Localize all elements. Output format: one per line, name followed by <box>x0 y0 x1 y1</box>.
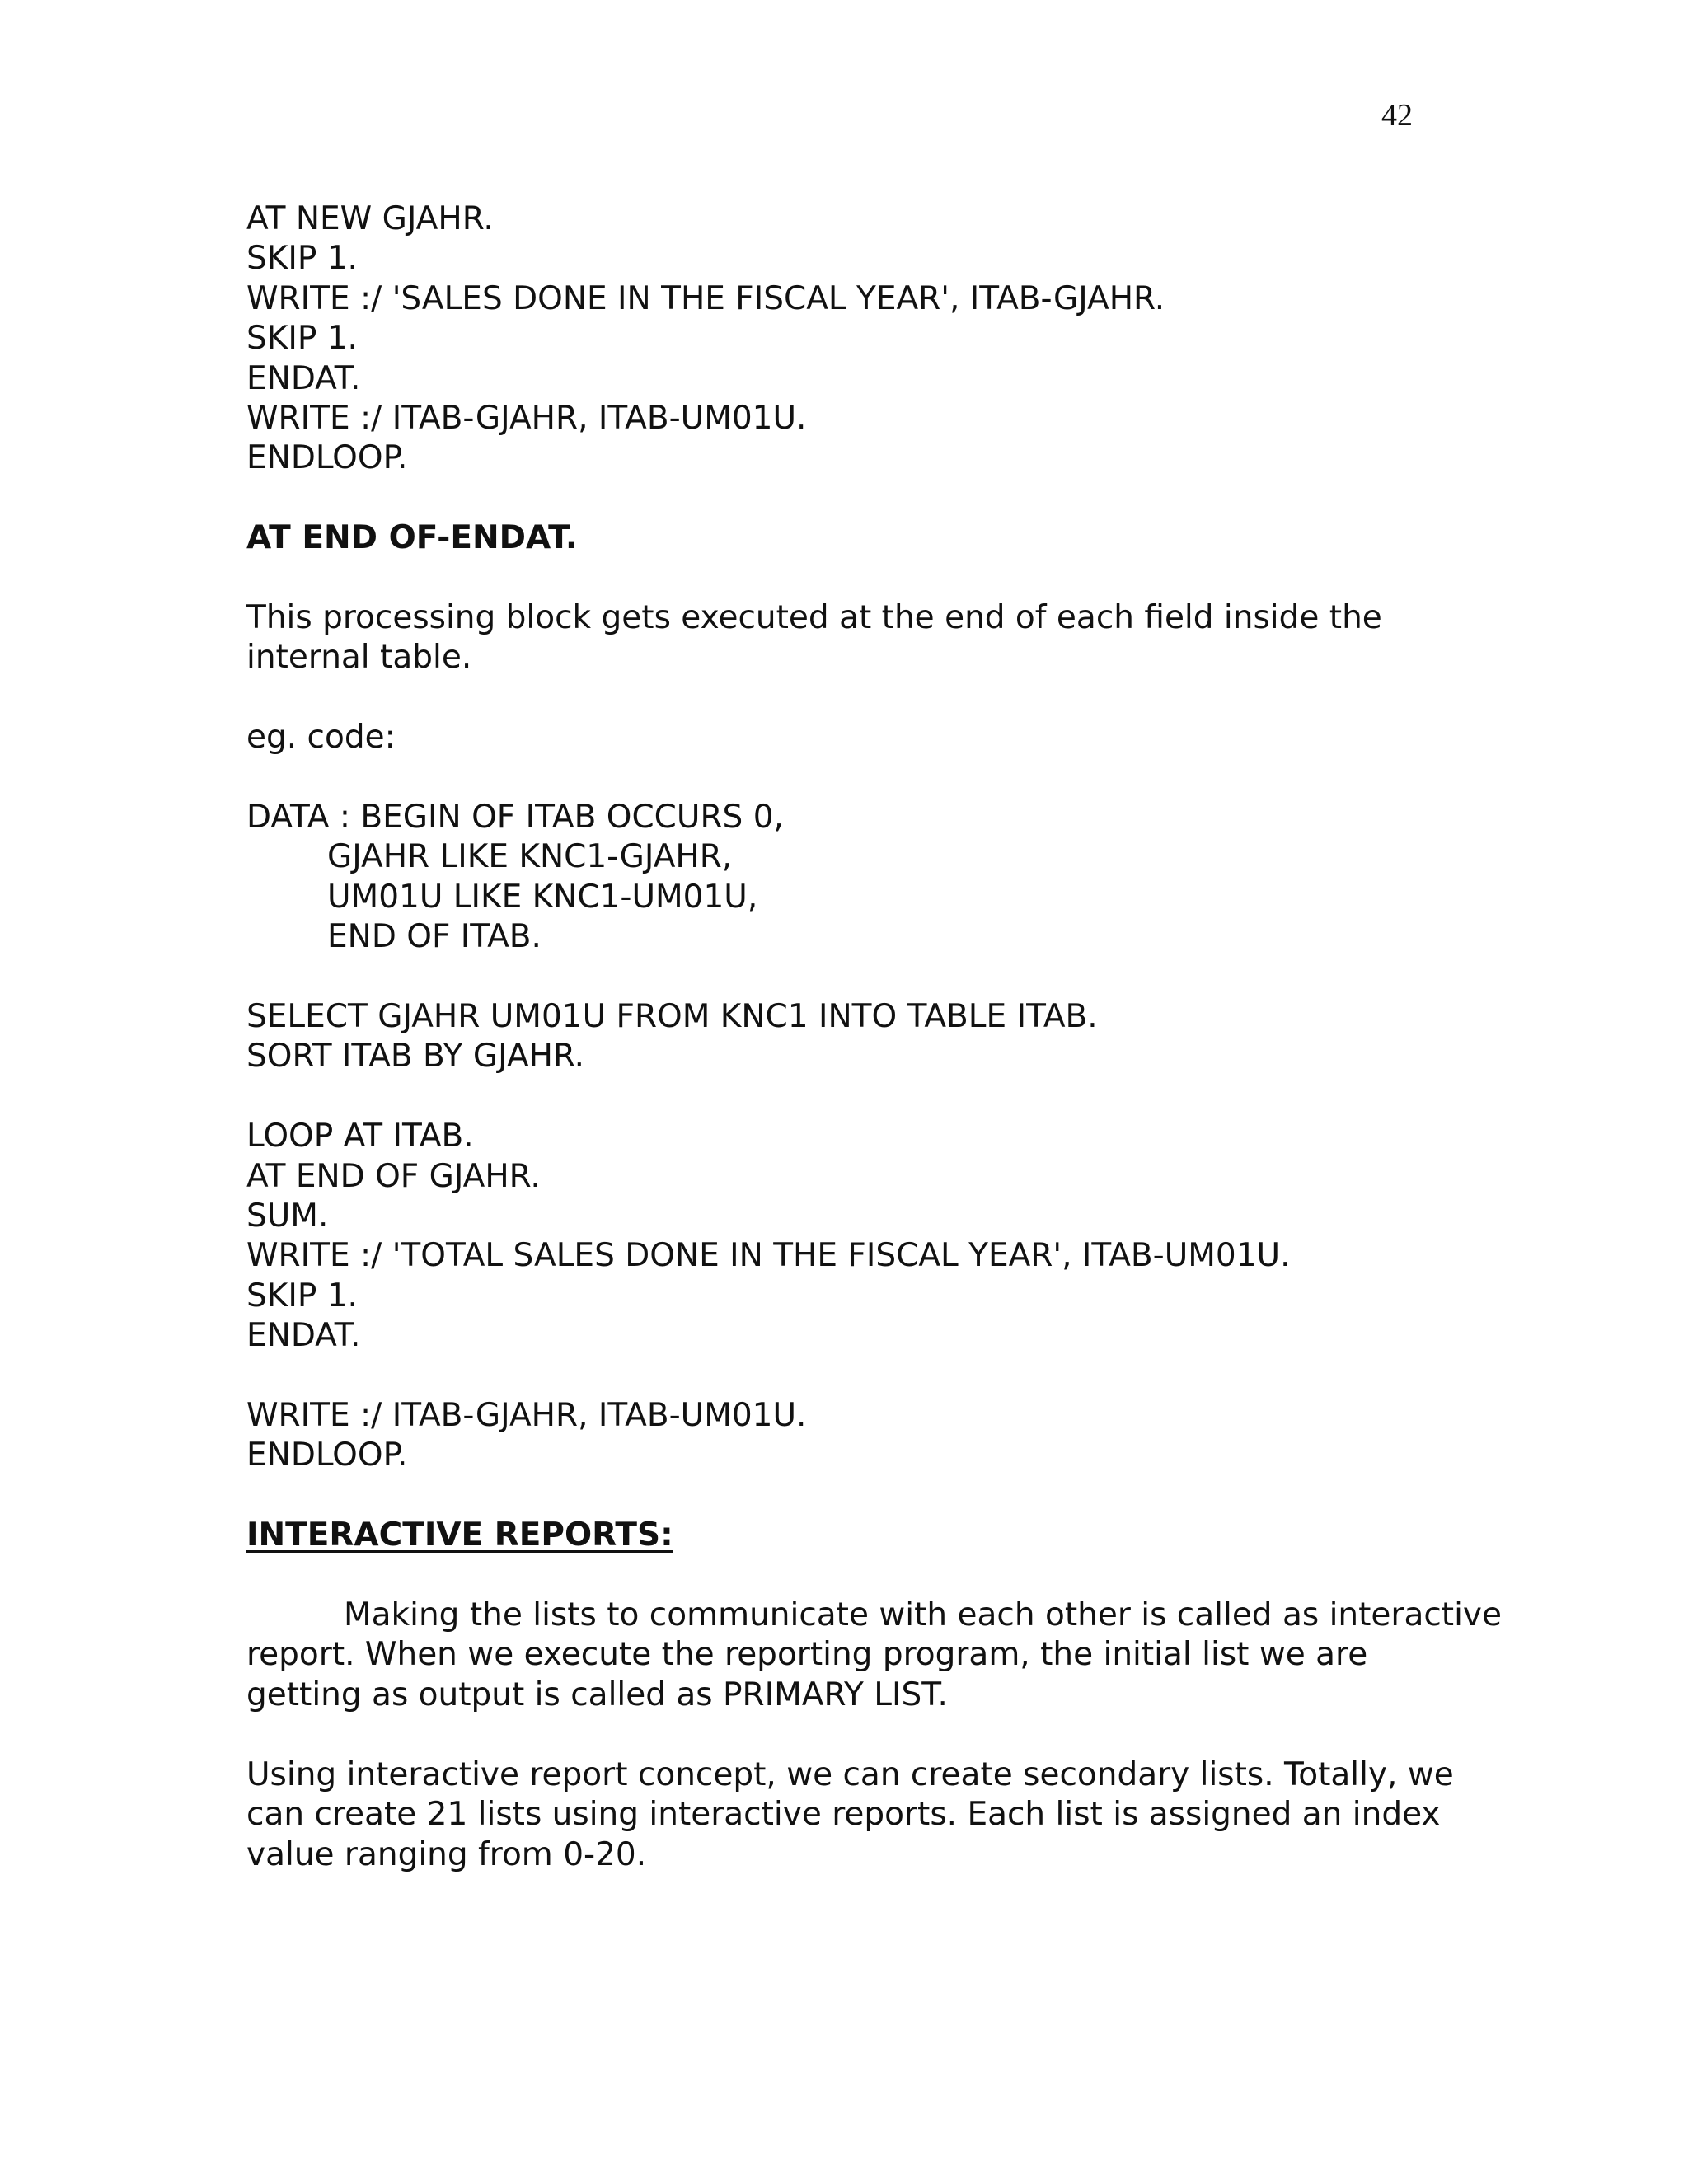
code-line: SORT ITAB BY GJAHR. <box>246 1038 585 1076</box>
code-line: SKIP 1. <box>246 1277 358 1315</box>
code-line: WRITE :/ ITAB-GJAHR, ITAB-UM01U. <box>246 400 807 438</box>
section-heading-at-end: AT END OF-ENDAT. <box>246 519 578 557</box>
text-line: can create 21 lists using interactive reports. Each list is assigned an index <box>246 1796 1441 1834</box>
code-line: AT NEW GJAHR. <box>246 200 494 237</box>
code-line: SELECT GJAHR UM01U FROM KNC1 INTO TABLE ITAB. <box>246 998 1098 1036</box>
code-block-at-new <box>246 199 1549 479</box>
code-line: UM01U LIKE KNC1-UM01U, <box>327 878 758 916</box>
code-block-loop <box>246 1117 1549 1356</box>
text-line: Using interactive report concept, we can create secondary lists. Totally, we <box>246 1755 1454 1793</box>
document-body <box>246 199 1549 1875</box>
code-line: END OF ITAB. <box>327 918 542 956</box>
code-line: WRITE :/ 'SALES DONE IN THE FISCAL YEAR', ITAB-GJAHR. <box>246 279 1165 317</box>
code-line: LOOP AT ITAB. <box>246 1118 474 1155</box>
code-line: AT END OF GJAHR. <box>246 1157 541 1195</box>
example-code-label: eg. code: <box>246 719 396 757</box>
paragraph-interactive-intro <box>246 1596 1549 1715</box>
code-line: ENDLOOP. <box>246 1436 408 1474</box>
text-line: value ranging from 0-20. <box>246 1835 647 1873</box>
code-line: WRITE :/ 'TOTAL SALES DONE IN THE FISCAL YEAR', ITAB-UM01U. <box>246 1237 1291 1275</box>
code-block-write <box>246 1396 1549 1476</box>
code-block-data-declaration <box>246 798 1549 958</box>
page-number: 42 <box>1381 98 1413 133</box>
text-line: Making the lists to communicate with each other is called as interactive <box>344 1596 1502 1634</box>
text-line: getting as output is called as PRIMARY LIST. <box>246 1675 948 1713</box>
text-line: internal table. <box>246 639 472 677</box>
code-line: WRITE :/ ITAB-GJAHR, ITAB-UM01U. <box>246 1397 807 1435</box>
paragraph-secondary-lists <box>246 1755 1549 1875</box>
text-line: This processing block gets executed at the end of each field inside the <box>246 599 1382 637</box>
code-line: SKIP 1. <box>246 320 358 358</box>
text-line: report. When we execute the reporting program, the initial list we are <box>246 1636 1368 1674</box>
code-line: ENDAT. <box>246 359 361 397</box>
code-line: ENDAT. <box>246 1317 361 1355</box>
section-heading-interactive-reports: INTERACTIVE REPORTS: <box>246 1516 673 1554</box>
code-line: SUM. <box>246 1197 329 1235</box>
code-block-select <box>246 997 1549 1077</box>
code-line: DATA : BEGIN OF ITAB OCCURS 0, <box>246 799 784 837</box>
code-line: SKIP 1. <box>246 240 358 278</box>
description-paragraph <box>246 598 1549 678</box>
code-line: GJAHR LIKE KNC1-GJAHR, <box>327 838 733 876</box>
code-line: ENDLOOP. <box>246 439 408 477</box>
